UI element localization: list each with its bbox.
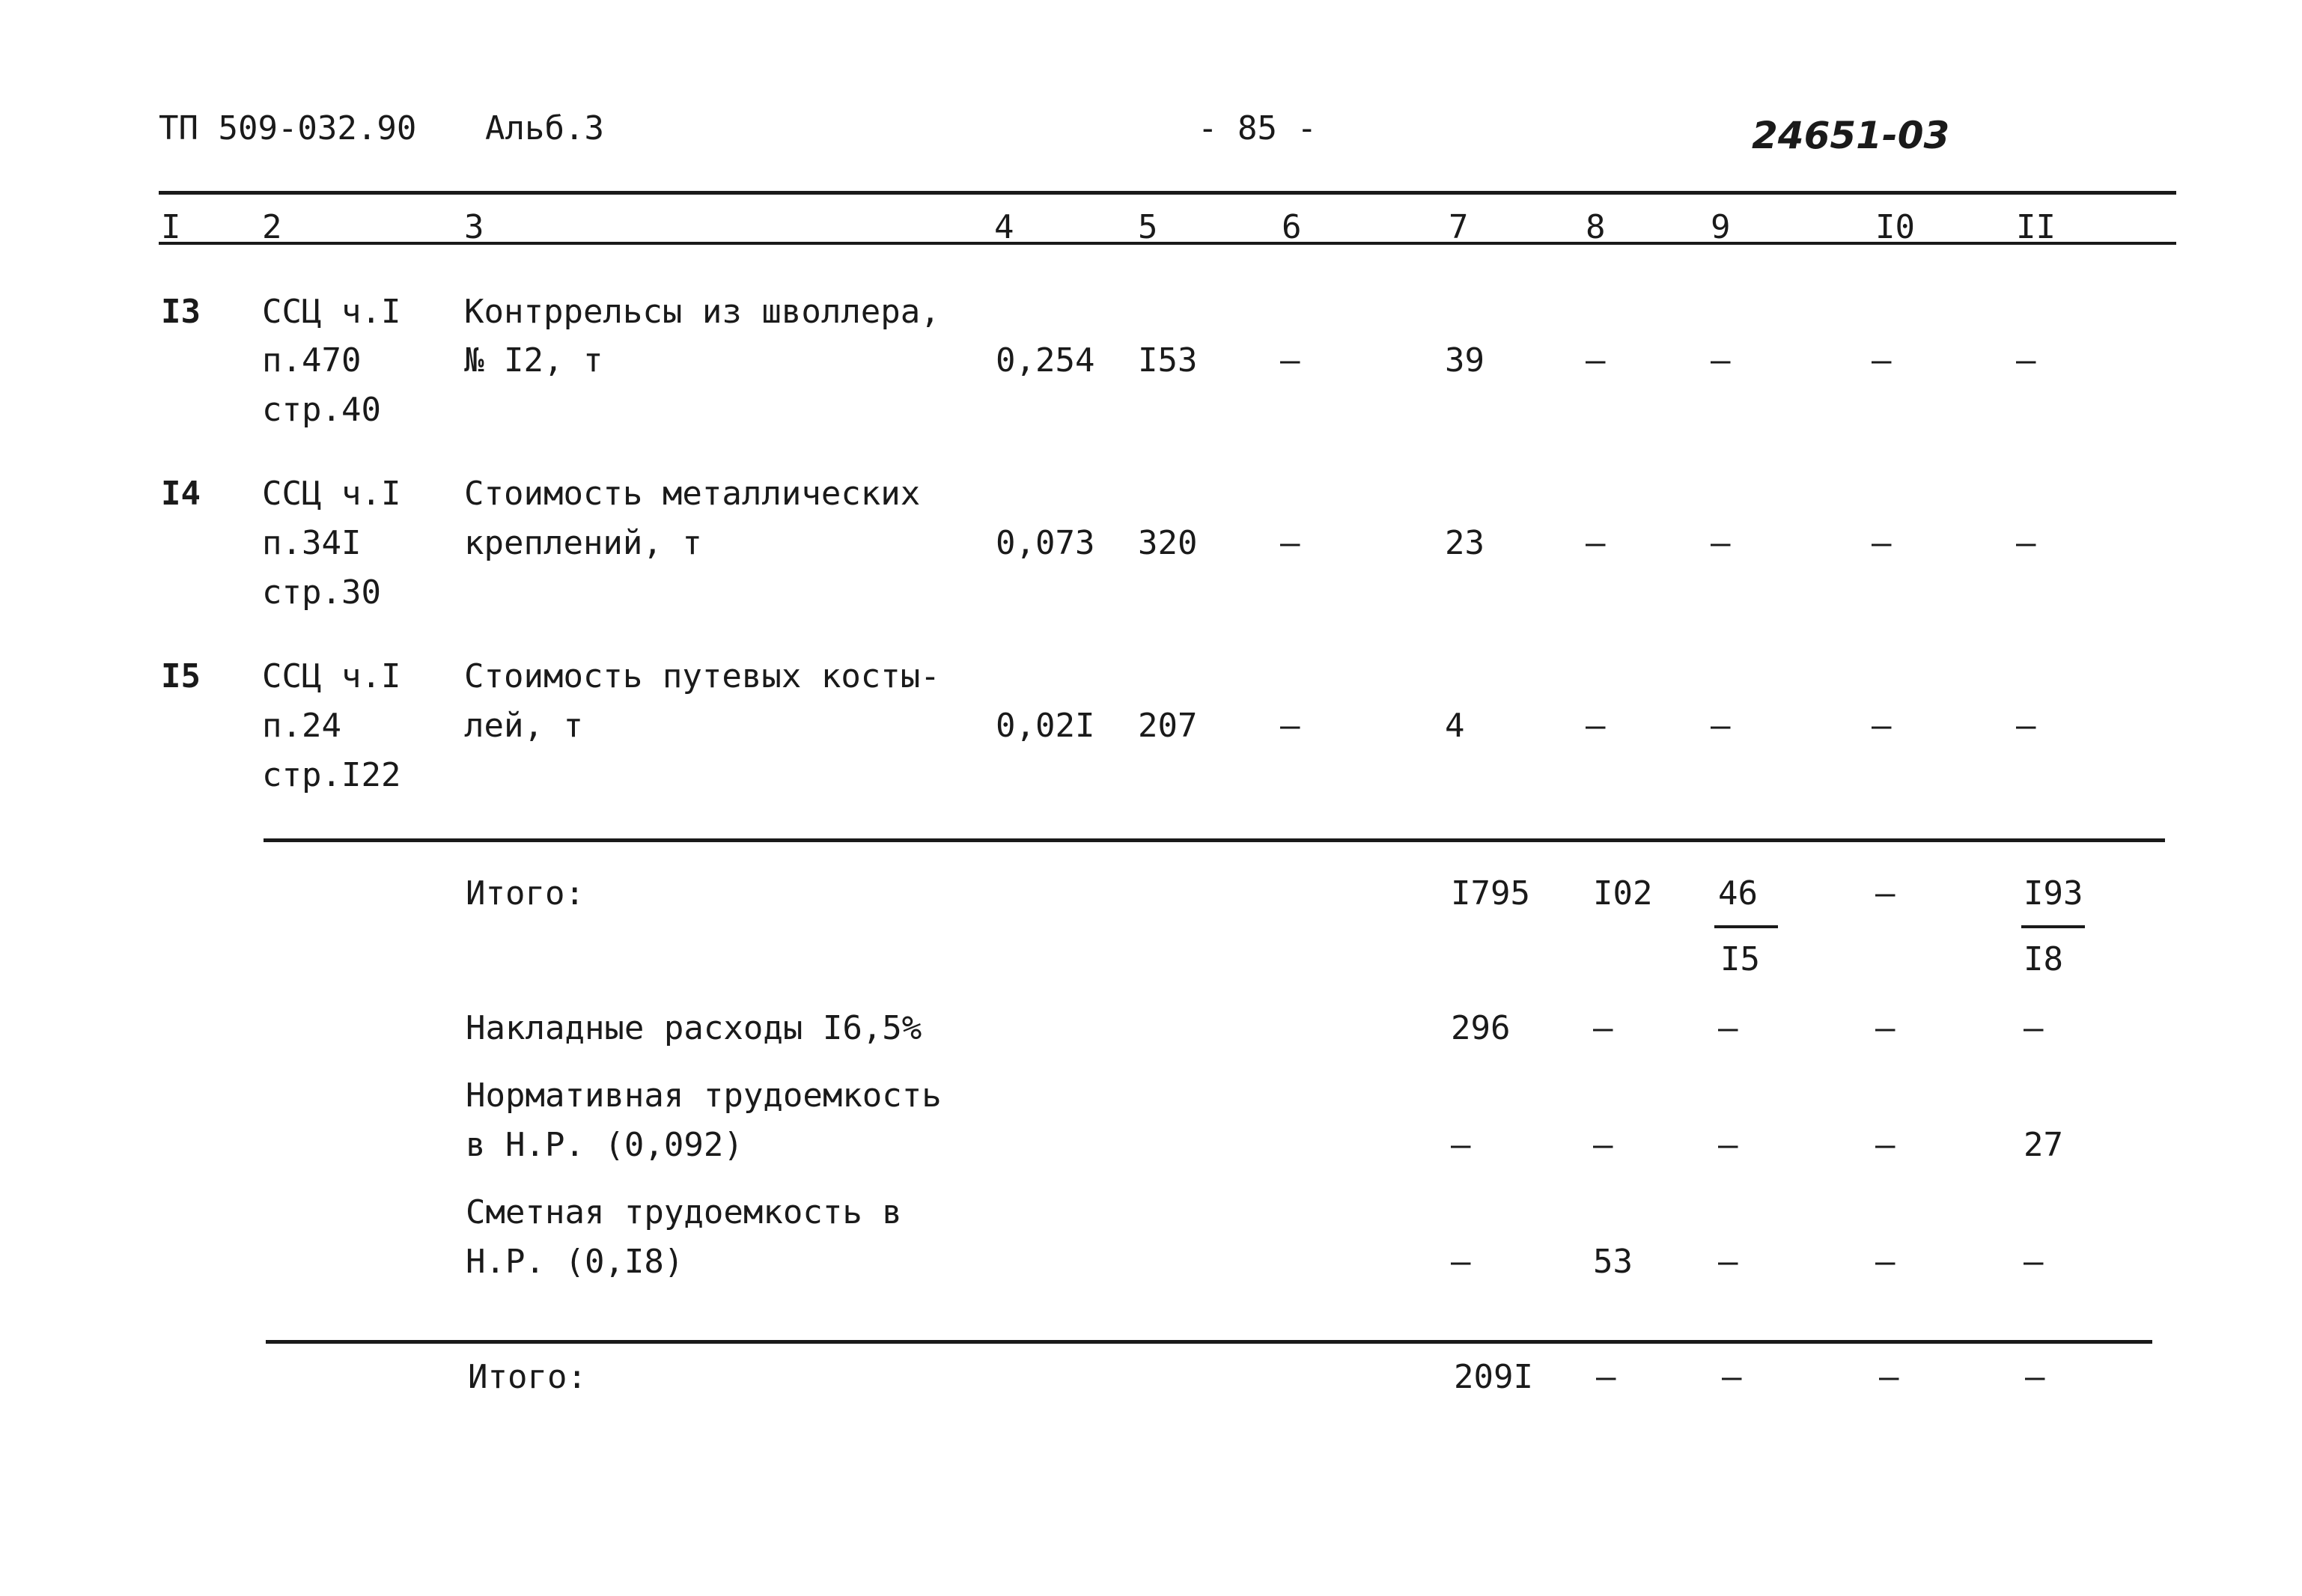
normative-labor-col8: – <box>1593 1126 1613 1164</box>
description-line: Стоимость металлических <box>464 475 921 513</box>
cell-col8: – <box>1586 707 1606 745</box>
cell-col10: – <box>1872 524 1892 562</box>
cell-col4: 0,254 <box>996 341 1095 380</box>
cell-col9: – <box>1711 707 1731 745</box>
cell-col6: – <box>1280 707 1300 745</box>
subtotal-col11-top: I93 <box>2024 874 2083 913</box>
total-col11: – <box>2025 1358 2045 1396</box>
cell-col7: 23 <box>1445 524 1485 562</box>
col-header-10: I0 <box>1875 208 1915 246</box>
overhead-col7: 296 <box>1451 1009 1511 1047</box>
cell-col11: – <box>2016 524 2036 562</box>
description-line: лей, т <box>464 707 583 745</box>
total-rule <box>266 1340 2152 1344</box>
page-number: - 85 - <box>1198 109 1317 147</box>
cell-col8: – <box>1586 341 1606 380</box>
doc-code: ТП 509-032.90 <box>159 109 417 147</box>
reference-line: п.470 <box>262 341 362 380</box>
normative-labor-label: Нормативная трудоемкость <box>466 1076 942 1115</box>
overhead-col9: – <box>1718 1009 1738 1047</box>
estimated-labor-col8: 53 <box>1593 1243 1633 1281</box>
row-number: I5 <box>161 657 201 695</box>
cell-col11: – <box>2016 707 2036 745</box>
cell-col9: – <box>1711 524 1731 562</box>
reference-line: п.34I <box>262 524 362 562</box>
reference-line: ССЦ ч.I <box>262 475 401 513</box>
reference-line: стр.40 <box>262 391 381 429</box>
subtotal-col11-fraction-line <box>2021 925 2085 928</box>
subtotal-col11-bottom: I8 <box>2024 940 2063 978</box>
reference-line: стр.30 <box>262 573 381 612</box>
cell-col6: – <box>1280 341 1300 380</box>
normative-labor-label: в Н.Р. (0,092) <box>466 1126 743 1164</box>
cell-col4: 0,073 <box>996 524 1095 562</box>
estimated-labor-label: Сметная трудоемкость в <box>466 1193 902 1231</box>
col-header-5: 5 <box>1138 208 1158 246</box>
subtotal-col7: I795 <box>1451 874 1530 913</box>
row-number: I4 <box>161 475 201 513</box>
total-col9: – <box>1722 1358 1742 1396</box>
reference-line: ССЦ ч.I <box>262 657 401 695</box>
cell-col5: 320 <box>1138 524 1198 562</box>
description-line: Контррельсы из шволлера, <box>464 293 940 331</box>
cell-col4: 0,02I <box>996 707 1095 745</box>
col-header-3: 3 <box>464 208 484 246</box>
cell-col6: – <box>1280 524 1300 562</box>
overhead-label: Накладные расходы I6,5% <box>466 1009 922 1047</box>
estimated-labor-col11: – <box>2024 1243 2044 1281</box>
album-label: Альб.3 <box>485 109 604 147</box>
cell-col5: 207 <box>1138 707 1198 745</box>
cell-col8: – <box>1586 524 1606 562</box>
description-line: № I2, т <box>464 341 603 380</box>
subtotal-col10: – <box>1875 874 1896 913</box>
overhead-col8: – <box>1593 1009 1613 1047</box>
estimated-labor-col10: – <box>1875 1243 1896 1281</box>
reference-line: п.24 <box>262 707 341 745</box>
header-bottom-rule <box>159 242 2176 245</box>
col-header-6: 6 <box>1282 208 1302 246</box>
normative-labor-col9: – <box>1718 1126 1738 1164</box>
estimated-labor-col7: – <box>1451 1243 1471 1281</box>
header-top-rule <box>159 191 2176 195</box>
row-number: I3 <box>161 293 201 331</box>
col-header-9: 9 <box>1711 208 1731 246</box>
subtotal-label: Итого: <box>466 874 585 913</box>
normative-labor-col10: – <box>1875 1126 1896 1164</box>
total-label: Итого: <box>468 1358 587 1396</box>
description-line: креплений, т <box>464 524 702 562</box>
overhead-col11: – <box>2024 1009 2044 1047</box>
cell-col7: 39 <box>1445 341 1485 380</box>
handwritten-code: 24651-03 <box>1752 114 1950 157</box>
description-line: Стоимость путевых косты- <box>464 657 940 695</box>
reference-line: ССЦ ч.I <box>262 293 401 331</box>
col-header-1: I <box>161 208 181 246</box>
subtotal-col9-fraction-line <box>1714 925 1778 928</box>
col-header-7: 7 <box>1449 208 1469 246</box>
cell-col11: – <box>2016 341 2036 380</box>
col-header-8: 8 <box>1586 208 1606 246</box>
normative-labor-col7: – <box>1451 1126 1471 1164</box>
subtotal-col8: I02 <box>1593 874 1653 913</box>
estimated-labor-col9: – <box>1718 1243 1738 1281</box>
cell-col7: 4 <box>1445 707 1465 745</box>
reference-line: стр.I22 <box>262 756 401 794</box>
subtotal-col9-bottom: I5 <box>1720 940 1760 978</box>
cell-col10: – <box>1872 707 1892 745</box>
col-header-11: II <box>2016 208 2056 246</box>
subtotal-col9-top: 46 <box>1718 874 1758 913</box>
total-col10: – <box>1879 1358 1899 1396</box>
total-col7: 209I <box>1454 1358 1533 1396</box>
cell-col9: – <box>1711 341 1731 380</box>
col-header-2: 2 <box>262 208 282 246</box>
cell-col5: I53 <box>1138 341 1198 380</box>
cell-col10: – <box>1872 341 1892 380</box>
estimated-labor-label: Н.Р. (0,I8) <box>466 1243 684 1281</box>
overhead-col10: – <box>1875 1009 1896 1047</box>
col-header-4: 4 <box>994 208 1014 246</box>
normative-labor-col11: 27 <box>2024 1126 2063 1164</box>
total-col8: – <box>1596 1358 1616 1396</box>
subtotal-rule <box>264 838 2165 842</box>
